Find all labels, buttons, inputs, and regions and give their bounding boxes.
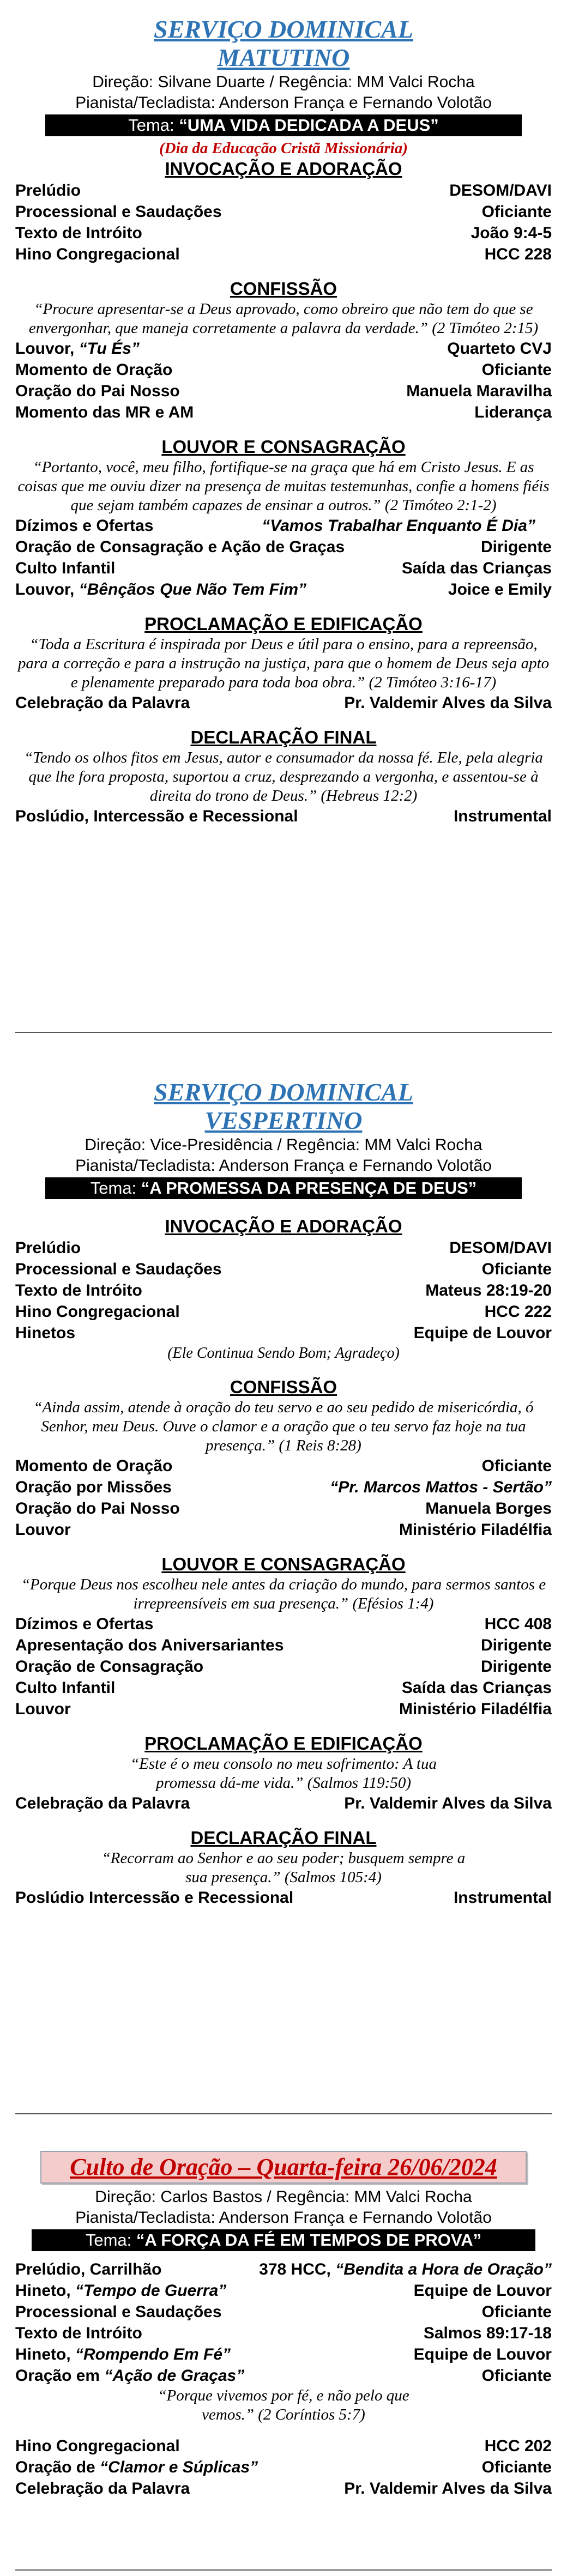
row-right: Oficiante — [481, 2458, 552, 2476]
row-right: HCC 228 — [484, 245, 552, 263]
program-row — [15, 2323, 552, 2344]
row-left-a: Oração de — [15, 2458, 100, 2476]
matutino-confissao-heading: CONFISSÃO — [230, 279, 337, 299]
row-left: Prelúdio — [15, 1239, 81, 1257]
row-left-a: Hineto, — [15, 2345, 75, 2363]
row-left: Hino Congregacional — [15, 245, 180, 263]
row-left: Texto de Intróito — [15, 1281, 142, 1299]
oracao-title: Culto de Oração – Quarta-feira 26/06/2024 — [40, 2151, 527, 2184]
row-right: Manuela Borges — [425, 1499, 552, 1517]
vespertino-tema: “A PROMESSA DA PRESENÇA DE DEUS” — [141, 1178, 477, 1198]
program-row — [15, 1635, 552, 1656]
program-row — [15, 1698, 552, 1720]
row-right: Equipe de Louvor — [413, 1324, 552, 1342]
matutino-proclamacao-heading: PROCLAMAÇÃO E EDIFICAÇÃO — [144, 614, 423, 634]
row-right: HCC 408 — [484, 1615, 552, 1633]
section-divider — [15, 1032, 552, 1033]
row-left: Oração de Consagração e Ação de Graças — [15, 538, 345, 556]
program-row — [15, 515, 552, 536]
row-right: Dirigente — [480, 1636, 552, 1654]
row-left — [15, 2280, 226, 2301]
row-left: Texto de Intróito — [15, 2324, 142, 2342]
vespertino-declaracao-quote: “Recorram ao Senhor e ao seu poder; busquem sempre a sua presença.” (Salmos 105:4) — [101, 1849, 466, 1886]
row-right: Ministério Filadélfia — [399, 1700, 552, 1718]
row-right: HCC 202 — [484, 2437, 552, 2455]
matutino-pianista: Pianista/Tecladista: Anderson França e Fernando Volotão — [75, 94, 492, 112]
tema-prefix: Tema: — [85, 2230, 136, 2250]
row-left: Texto de Intróito — [15, 224, 142, 242]
spacer — [15, 2424, 552, 2435]
row-right: DESOM/DAVI — [449, 1239, 552, 1257]
program-row — [15, 1656, 552, 1677]
section-divider — [15, 2569, 552, 2571]
row-right: HCC 222 — [484, 1303, 552, 1321]
oracao-pianista: Pianista/Tecladista: Anderson França e Fernando Volotão — [75, 2209, 492, 2227]
song-title: “Vamos Trabalhar Enquanto É Dia” — [262, 517, 535, 535]
oracao-direcao: Direção: Carlos Bastos / Regência: MM Valci Rocha — [95, 2188, 472, 2206]
song-title: “Clamor e Súplicas” — [100, 2458, 258, 2476]
row-left: Momento das MR e AM — [15, 403, 194, 421]
vespertino-invocacao-heading: INVOCAÇÃO E ADORAÇÃO — [165, 1216, 402, 1236]
matutino-title-line1: SERVIÇO DOMINICAL — [154, 15, 413, 43]
matutino-proclamacao-quote: “Toda a Escritura é inspirada por Deus e útil para o ensino, para a repreensão, para a correção e para a instrução na justiça, para que o homem de Deus seja apto e plenamente preparado para toda boa obra.” (2 Timóteo 3:16-17) — [17, 636, 550, 691]
row-right: Quarteto CVJ — [447, 340, 552, 358]
vespertino-pianista: Pianista/Tecladista: Anderson França e Fernando Volotão — [75, 1157, 492, 1175]
program-row — [15, 338, 552, 359]
row-right: Joice e Emily — [448, 580, 552, 598]
row-right: DESOM/DAVI — [449, 182, 552, 199]
program-row — [15, 1677, 552, 1698]
vespertino-proclamacao-quote: “Este é o meu consolo no meu sofrimento: A tua promessa dá-me vida.” (Salmos 119:50) — [130, 1755, 437, 1792]
song-title: “Ação de Graças” — [104, 2367, 245, 2385]
hymn-number: 378 HCC, — [259, 2260, 336, 2278]
matutino-tema: “UMA VIDA DEDICADA A DEUS” — [179, 116, 439, 135]
row-left: Dízimos e Ofertas — [15, 517, 154, 535]
matutino-tema-bar — [45, 114, 522, 136]
program-row — [15, 1613, 552, 1635]
row-left — [15, 2365, 244, 2386]
row-left: Oração do Pai Nosso — [15, 1499, 180, 1517]
row-left: Momento de Oração — [15, 361, 173, 379]
tema-prefix: Tema: — [90, 1178, 141, 1198]
program-row — [15, 2301, 552, 2323]
row-right: Dirigente — [480, 1658, 552, 1676]
matutino-declaracao-heading: DECLARAÇÃO FINAL — [190, 727, 377, 747]
program-row — [15, 359, 552, 380]
row-left: Prelúdio — [15, 182, 81, 199]
program-row — [15, 201, 552, 222]
row-left-a: Oração em — [15, 2367, 105, 2385]
program-row — [15, 2280, 552, 2301]
song-title: “Tu És” — [79, 340, 140, 358]
matutino-louvor-heading: LOUVOR E CONSAGRAÇÃO — [161, 437, 406, 457]
row-right: Ministério Filadélfia — [399, 1521, 552, 1539]
section-matutino — [0, 15, 567, 827]
row-left: Oração de Consagração — [15, 1658, 204, 1676]
row-left: Poslúdio Intercessão e Recessional — [15, 1889, 294, 1907]
row-left: Celebração da Palavra — [15, 2480, 190, 2498]
vespertino-confissao-quote: “Ainda assim, atende à oração do teu servo e ao seu pedido de misericórdia, ó Senhor, meu Deus. Ouve o clamor e a oração que o teu servo faz hoje na tua presença.” (1 Reis 8:28) — [33, 1399, 534, 1454]
row-right: Instrumental — [453, 1889, 552, 1907]
row-left-a: Louvor, — [15, 340, 79, 358]
program-row — [15, 1259, 552, 1280]
row-right: Oficiante — [481, 361, 552, 379]
program-row — [15, 558, 552, 579]
row-right: Saída das Crianças — [401, 559, 552, 577]
row-right: Oficiante — [481, 1260, 552, 1278]
program-row — [15, 579, 552, 600]
row-right: Liderança — [474, 403, 552, 421]
program-row — [15, 806, 552, 827]
oracao-tema-bar — [32, 2229, 535, 2251]
row-left: Processional e Saudações — [15, 203, 222, 221]
matutino-title-line2: MATUTINO — [217, 44, 350, 71]
vespertino-louvor-quote: “Porque Deus nos escolheu nele antes da criação do mundo, para sermos santos e irrepreensíveis em sua presença.” (Efésios 1:4) — [21, 1576, 546, 1612]
matutino-title — [15, 15, 552, 72]
row-left-a: Louvor, — [15, 580, 79, 598]
row-right — [259, 2259, 552, 2280]
row-left: Culto Infantil — [15, 559, 116, 577]
row-right: Oficiante — [481, 1457, 552, 1475]
vespertino-title-line2: VESPERTINO — [204, 1106, 363, 1134]
row-right: Instrumental — [453, 807, 552, 825]
vespertino-title — [15, 1078, 552, 1135]
row-right: Oficiante — [481, 203, 552, 221]
matutino-declaracao-quote: “Tendo os olhos fitos em Jesus, autor e consumador da nossa fé. Ele, pela alegria que lhe fora proposta, suportou a cruz, desprezando a vergonha, e assentou-se à direita do trono de Deus.” (Hebreus 12:2) — [24, 749, 543, 805]
row-right: Pr. Valdemir Alves da Silva — [344, 1794, 552, 1812]
program-row — [15, 1280, 552, 1301]
row-left: Dízimos e Ofertas — [15, 1615, 154, 1633]
row-left: Processional e Saudações — [15, 2303, 222, 2321]
row-right: Pr. Valdemir Alves da Silva — [344, 694, 552, 712]
row-left: Louvor — [15, 1521, 71, 1539]
row-right: Dirigente — [480, 538, 552, 556]
row-right: Equipe de Louvor — [413, 2282, 552, 2300]
program-row — [15, 1498, 552, 1519]
row-left: Momento de Oração — [15, 1457, 173, 1475]
song-title: “Bendita a Hora de Oração” — [335, 2260, 552, 2278]
row-left: Celebração da Palavra — [15, 694, 190, 712]
song-title: “Rompendo Em Fé” — [75, 2345, 231, 2363]
row-right: Oficiante — [481, 2303, 552, 2321]
row-left: Poslúdio, Intercessão e Recessional — [15, 807, 298, 825]
program-row — [15, 1519, 552, 1540]
row-left: Hino Congregacional — [15, 1303, 180, 1321]
row-left: Louvor — [15, 1700, 71, 1718]
row-left-a: Hineto, — [15, 2282, 75, 2300]
program-row — [15, 2259, 552, 2280]
program-row — [15, 1237, 552, 1259]
program-row — [15, 1322, 552, 1344]
program-row — [15, 536, 552, 558]
row-left: Apresentação dos Aniversariantes — [15, 1636, 284, 1654]
row-right: Manuela Maravilha — [406, 382, 552, 400]
program-row — [15, 1477, 552, 1498]
program-row — [15, 1793, 552, 1814]
row-left: Culto Infantil — [15, 1679, 116, 1697]
section-culto-oracao — [0, 2151, 567, 2499]
row-left: Hinetos — [15, 1324, 76, 1342]
row-left: Hino Congregacional — [15, 2437, 180, 2455]
row-left — [15, 579, 306, 600]
row-right: Pr. Valdemir Alves da Silva — [344, 2480, 552, 2498]
section-divider — [15, 2113, 552, 2114]
row-left — [15, 2457, 258, 2478]
vespertino-title-line1: SERVIÇO DOMINICAL — [154, 1078, 413, 1106]
row-right: Oficiante — [481, 2367, 552, 2385]
missions-title: “Pr. Marcos Mattos - Sertão” — [330, 1478, 552, 1496]
program-row — [15, 1455, 552, 1477]
vespertino-tema-bar — [45, 1177, 522, 1199]
vespertino-declaracao-heading: DECLARAÇÃO FINAL — [190, 1828, 377, 1848]
row-right: Mateus 28:19-20 — [425, 1281, 552, 1299]
program-row — [15, 380, 552, 402]
row-left: Oração do Pai Nosso — [15, 382, 180, 400]
program-row — [15, 244, 552, 265]
row-left: Prelúdio, Carrilhão — [15, 2260, 162, 2278]
program-row — [15, 2478, 552, 2499]
program-row — [15, 1301, 552, 1322]
row-left: Oração por Missões — [15, 1478, 172, 1496]
row-left — [15, 2344, 231, 2365]
matutino-confissao-quote: “Procure apresentar-se a Deus aprovado, como obreiro que não tem do que se envergonhar, que maneja corretamente a palavra da verdade.” (2 Timóteo 2:15) — [28, 300, 539, 337]
song-title: “Tempo de Guerra” — [75, 2282, 227, 2300]
vespertino-proclamacao-heading: PROCLAMAÇÃO E EDIFICAÇÃO — [144, 1733, 423, 1753]
row-left: Processional e Saudações — [15, 1260, 222, 1278]
program-row — [15, 2344, 552, 2365]
program-row — [15, 222, 552, 244]
vespertino-louvor-heading: LOUVOR E CONSAGRAÇÃO — [161, 1554, 406, 1574]
program-row — [15, 2435, 552, 2457]
oracao-quote: “Porque vivemos por fé, e não pelo que vemos.” (2 Coríntios 5:7) — [158, 2387, 409, 2423]
vespertino-hinetos-note: (Ele Continua Sendo Bom; Agradeço) — [167, 1345, 400, 1362]
program-row — [15, 2457, 552, 2478]
program-row — [15, 2365, 552, 2386]
tema-prefix: Tema: — [128, 116, 179, 135]
oracao-tema: “A FORÇA DA FÉ EM TEMPOS DE PROVA” — [136, 2230, 482, 2250]
program-row — [15, 1887, 552, 1908]
matutino-invocacao-heading: INVOCAÇÃO E ADORAÇÃO — [165, 159, 402, 179]
matutino-louvor-quote: “Portanto, você, meu filho, fortifique-se na graça que há em Cristo Jesus. E as coisas que me ouviu dizer na presença de muitas testemunhas, confie a homens fiéis que sejam também capazes de ensinar a outros.” (2 Timóteo 2:1-2) — [17, 458, 550, 514]
vespertino-confissao-heading: CONFISSÃO — [230, 1377, 337, 1397]
row-right: Salmos 89:17-18 — [423, 2324, 552, 2342]
row-left — [15, 338, 140, 359]
spacer — [15, 2253, 552, 2259]
vespertino-direcao: Direção: Vice-Presidência / Regência: MM Valci Rocha — [85, 1136, 482, 1154]
row-right: Saída das Crianças — [401, 1679, 552, 1697]
program-row — [15, 692, 552, 713]
song-title: “Bênçãos Que Não Tem Fim” — [79, 580, 307, 598]
program-row — [15, 180, 552, 201]
row-left: Celebração da Palavra — [15, 1794, 190, 1812]
row-right: João 9:4-5 — [471, 224, 552, 242]
program-row — [15, 402, 552, 423]
matutino-dia: (Dia da Educação Cristã Missionária) — [159, 140, 408, 157]
section-vespertino — [0, 1078, 567, 1908]
row-right: Equipe de Louvor — [413, 2345, 552, 2363]
matutino-direcao: Direção: Silvane Duarte / Regência: MM Valci Rocha — [92, 73, 475, 91]
